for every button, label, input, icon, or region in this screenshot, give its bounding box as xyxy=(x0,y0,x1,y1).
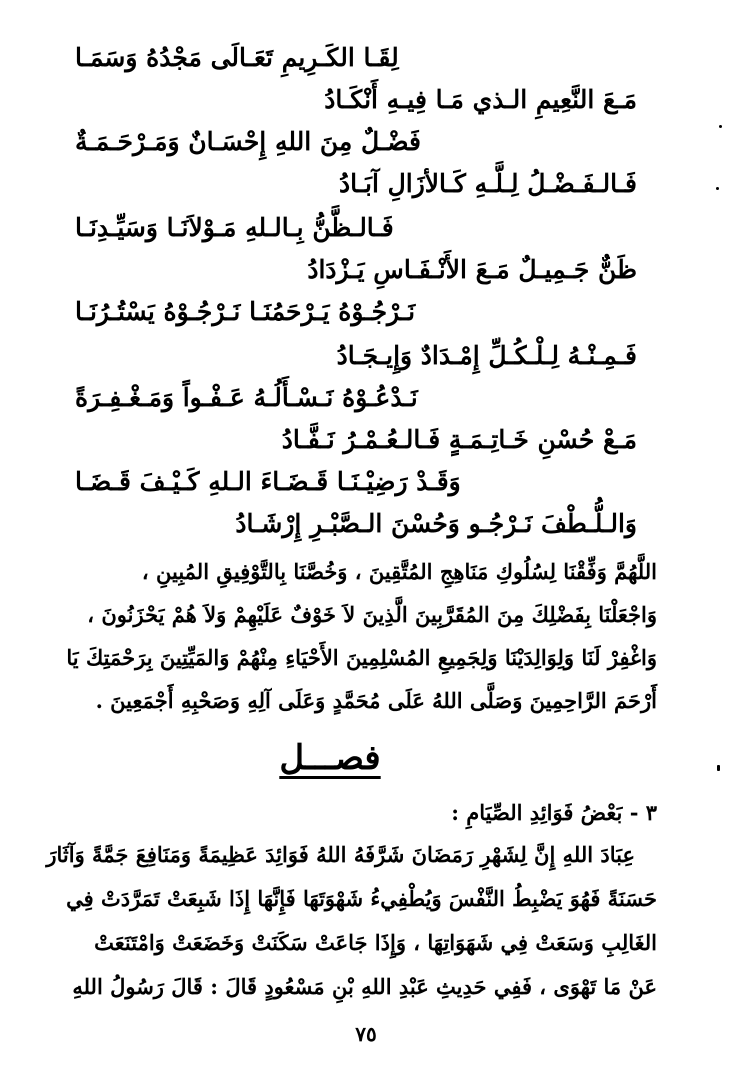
poem-line: مَـعَ النَّعِيمِ الـذي مَـا فِيـهِ أَنْكَـادُ xyxy=(324,85,637,114)
poem-line: نَـرْجُـوْهُ يَـرْحَمُنَـا نَـرْجُـوْهُ يَسْتُـرُنَـا xyxy=(75,297,416,326)
prayer-line: وَاجْعَلْنَا بِفَضْلِكَ مِنَ المُقَرَّبِينَ الَّذِينَ لاَ خَوْفٌ عَلَيْهِمْ وَلاَ هُمْ يَحْزَنُونَ ، xyxy=(87,602,657,627)
body-paragraph xyxy=(46,833,657,1009)
prayer-line: وَاغْفِرْ لَنَا وَلِوَالِدَيْنَا وَلِجَمِيعِ المُسْلِمِينَ الأَحْيَاءِ مِنْهُمْ وَالمَيِّتِينَ بِرَحْمَتِكَ يَا xyxy=(66,645,657,670)
poem-line: مَـعْ حُسْنِ خَـاتِـمَـةٍ فَـالـعُـمْـرُ نَـفَّـادُ xyxy=(281,425,637,454)
prayer-paragraph xyxy=(67,550,657,722)
poem-line: وَقَـدْ رَضِيْـنَـا قَـضَـاءَ الـلهِ كَـيْـفَ قَـضَـا xyxy=(75,467,461,496)
poem-line: فَـمِـنْـهُ لِـلْـكُـلِّ إِمْـدَادٌ وَإِيـجَـادُ xyxy=(336,341,637,370)
body-line: عَنْ مَا تَهْوَى ، فَفِي حَدِيثِ عَبْدِ اللهِ بْنِ مَسْعُودٍ قَالَ : قَالَ رَسُولُ اللهِ xyxy=(72,974,657,999)
poem-line: فَـالـفَـضْـلُ لِـلَّـهِ كَـالأزَالِ آبَـادُ xyxy=(338,169,637,198)
poem-line: فَضْـلٌ مِنَ اللهِ إِحْسَـانٌ وَمَـرْحَـمَـةٌ xyxy=(75,127,421,156)
prayer-line: اللَّهُمَّ وَفِّقْنَا لِسُلُوكِ مَنَاهِجِ المُتَّقِينَ ، وَخُصَّنَا بِالتَّوْفِيقِ المُبِينِ ، xyxy=(141,559,657,584)
poem-line: لِقَـا الكَـرِيمِ تَعَـالَى مَجْدُهُ وَسَمَـا xyxy=(75,43,399,72)
body-line: عِبَادَ اللهِ إِنَّ لِشَهْرِ رَمَضَانَ شَرَّفَهُ اللهُ فَوَائِدَ عَظِيمَةً وَمَنَافِعَ جَمَّةً وَآثَارَ xyxy=(46,842,635,867)
poem-line: وَالـلُّـطْفَ نَـرْجُـو وَحُسْنَ الـصَّبْـرِ إِرْشَـادُ xyxy=(235,509,637,538)
section-title: فصـــل xyxy=(279,738,381,778)
poem-line: نَـدْعُـوْهُ نَـسْـأَلُـهُ عَـفْـواً وَمَـغْـفِـرَةً xyxy=(75,383,418,412)
subheading: ٣ - بَعْضُ فَوَائِدِ الصِّيَامِ : xyxy=(451,800,657,825)
body-line: حَسَنَةً فَهُوَ يَضْبِطُ النَّفْسَ وَيُطْفِيءُ شَهْوَتَهَا فَإِنَّهَا إِذَا شَبِعَتْ تَمَرَّدَتْ فِي xyxy=(66,886,657,911)
scan-speck xyxy=(719,125,722,128)
poem-line: ظَنٌّ جَـمِيـلٌ مَـعَ الأَنْـفَـاسِ يَـزْدَادُ xyxy=(307,255,637,284)
prayer-line: أَرْحَمَ الرَّاحِمِينَ وَصَلَّى اللهُ عَلَى مُحَمَّدٍ وَعَلَى آلِهِ وَصَحْبِهِ أَجْمَعِينَ . xyxy=(95,688,657,713)
poem-line: فَـالـظَّنُّ بِـالـلهِ مَـوْلاَنَـا وَسَيِّـدِنَـا xyxy=(75,213,394,242)
scan-speck xyxy=(717,765,720,771)
scan-speck xyxy=(716,187,719,190)
page-number: ٧٥ xyxy=(355,1022,377,1046)
body-line: الغَالِبِ وَسَعَتْ فِي شَهَوَاتِهَا ، وَإِذَا جَاعَتْ سَكَنَتْ وَخَضَعَتْ وَامْتَنَعَتْ xyxy=(94,930,657,955)
